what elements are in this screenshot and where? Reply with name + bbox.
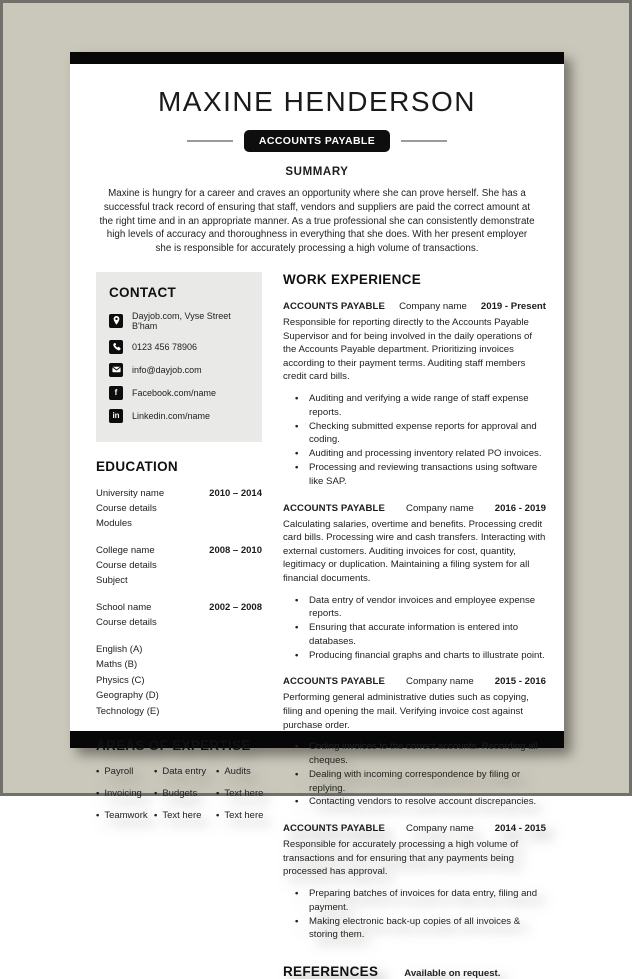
education-detail: Course details [96,502,157,514]
job-bullets [283,594,546,663]
summary-heading: SUMMARY [285,166,349,178]
expertise-item: • Data entry [154,766,216,777]
job-entry [283,822,546,942]
education-entry [96,543,262,588]
education-dates: 2002 – 2008 [209,601,262,613]
expertise-item: • Budgets [154,788,216,799]
work-experience-heading: WORK EXPERIENCE [283,271,422,287]
contact-linkedin: Linkedin.com/name [132,410,211,421]
job-title: ACCOUNTS PAYABLE [283,676,385,688]
job-description: Responsible for reporting directly to the Accounts Payable Supervisor and for being involved in the daily operations of the Accounts Payable department. Prioritizing invoices according to their payment terms. Auditing staff members credit card bills. [283,316,533,383]
job-title: ACCOUNTS PAYABLE [283,502,385,514]
references-text: Available on request. [404,968,501,979]
job-bullet: • Auditing and processing inventory related PO invoices. [309,447,546,461]
expertise-item: • Invoicing [96,788,154,799]
content-columns [70,256,564,979]
contact-item-linkedin [109,409,252,423]
grades-list [96,642,262,720]
education-dates: 2010 – 2014 [209,487,262,499]
summary-text: Maxine is hungry for a career and craves an opportunity where she can prove herself. She has a successful track record of ensuring that staff, vendors and suppliers are paid the correct amount at the right time and in an appropriate manner. As a true professional she can consistently demonstrate high levels of accuracy and thoroughness in everything that she does. With her present employer she is responsible for accurately processing a high volume of transactions. [99,188,535,255]
contact-email: info@dayjob.com [132,364,202,375]
contact-item-address [109,311,252,331]
education-institution: University name [96,487,165,499]
expertise-item: • Text here [216,810,263,821]
education-detail: Modules [96,517,132,529]
badge-right-rule [401,140,447,142]
education-detail: Course details [96,559,157,571]
job-bullet: • Processing and reviewing transactions using software like SAP. [309,461,546,489]
contact-facebook: Facebook.com/name [132,387,217,398]
contact-section [96,272,262,442]
job-company: Company name [406,502,474,514]
job-bullets [283,887,546,942]
linkedin-icon: in [109,409,123,423]
job-bullet: • Contacting vendors to resolve account discrepancies. [309,795,546,809]
expertise-item: • Payroll [96,766,154,777]
expertise-section [96,738,262,821]
education-heading: EDUCATION [96,458,178,474]
education-detail: Course details [96,616,157,628]
role-badge: ACCOUNTS PAYABLE [244,130,390,152]
contact-items [109,311,252,423]
expertise-item: • Text here [154,810,216,821]
job-description: Calculating salaries, overtime and benefits. Processing credit card bills. Processing wire and cash transfers. Interacting with external customers. Auditing invoices for cost, quantity, legitimacy or duplication. Maintaining a filing system for all financial documents. [283,518,546,584]
page-top-black-bar [70,52,564,64]
references-heading: REFERENCES [283,964,379,979]
contact-item-facebook [109,386,252,400]
job-bullet: • Coding invoices to the correct accounts. Recording all cheques. [309,740,546,768]
badge-left-rule [187,140,233,142]
job-bullet: • Auditing and verifying a wide range of staff expense reports. [309,392,546,420]
role-badge-row [70,130,564,152]
contact-address: Dayjob.com, Vyse Street B'ham [132,310,231,331]
job-bullet: • Producing financial graphs and charts to illustrate point. [309,649,546,663]
job-bullets [283,740,546,809]
expertise-item: • Text here [216,788,263,799]
grade-item: Maths (B) [96,659,138,671]
education-institution: School name [96,601,152,613]
job-company: Company name [406,676,474,688]
facebook-icon: f [109,386,123,400]
job-bullets [283,392,546,489]
grade-item: Physics (C) [96,674,145,686]
email-icon [109,363,123,377]
expertise-item: • Audits [216,766,263,777]
left-column [96,272,262,979]
job-title: ACCOUNTS PAYABLE [283,823,385,835]
contact-item-email [109,363,252,377]
expertise-heading: AREAS OF EXPERTISE [96,738,251,754]
grade-item: Geography (D) [96,690,159,702]
job-entry [283,300,546,489]
expertise-item: • Teamwork [96,810,154,821]
contact-item-phone [109,340,252,354]
job-entry [283,502,546,663]
job-bullet: • Data entry of vendor invoices and employee expense reports. [309,594,546,622]
resume-page [70,52,564,979]
job-bullet: • Dealing with incoming correspondence by filing or replying. [309,768,546,796]
education-section [96,459,262,720]
contact-heading: CONTACT [109,284,177,300]
job-bullet: • Checking submitted expense reports for approval and coding. [309,420,546,448]
job-description: Performing general administrative duties such as copying, filing and opening the mail. Verifying invoice cost against purchase order. [283,692,529,731]
education-detail: Subject [96,574,128,586]
location-pin-icon [109,314,123,328]
job-dates: 2019 - Present [480,300,546,312]
job-dates: 2016 - 2019 [494,502,546,514]
education-entry [96,486,262,531]
expertise-grid [96,766,262,821]
phone-icon [109,340,123,354]
references-section [283,964,546,979]
job-dates: 2015 - 2016 [494,676,546,688]
education-entry [96,600,262,630]
job-bullet: • Ensuring that accurate information is entered into databases. [309,621,546,649]
job-dates: 2014 - 2015 [494,823,546,835]
grade-item: Technology (E) [96,705,160,717]
page-body [70,64,564,979]
education-dates: 2008 – 2010 [209,544,262,556]
job-company: Company name [399,300,467,312]
contact-phone: 0123 456 78906 [132,341,198,352]
right-column [283,272,546,979]
person-name: MAXINE HENDERSON [157,86,477,117]
job-bullet: • Preparing batches of invoices for data entry, filing and payment. [309,887,546,915]
job-bullet: • Making electronic back-up copies of all invoices & storing them. [309,915,546,943]
job-company: Company name [406,823,474,835]
job-title: ACCOUNTS PAYABLE [283,300,385,312]
education-institution: College name [96,544,155,556]
job-entry [283,675,546,809]
job-description: Responsible for accurately processing a high volume of transactions and for ensuring that any payments being processed has approval. [283,839,519,878]
grade-item: English (A) [96,643,143,655]
